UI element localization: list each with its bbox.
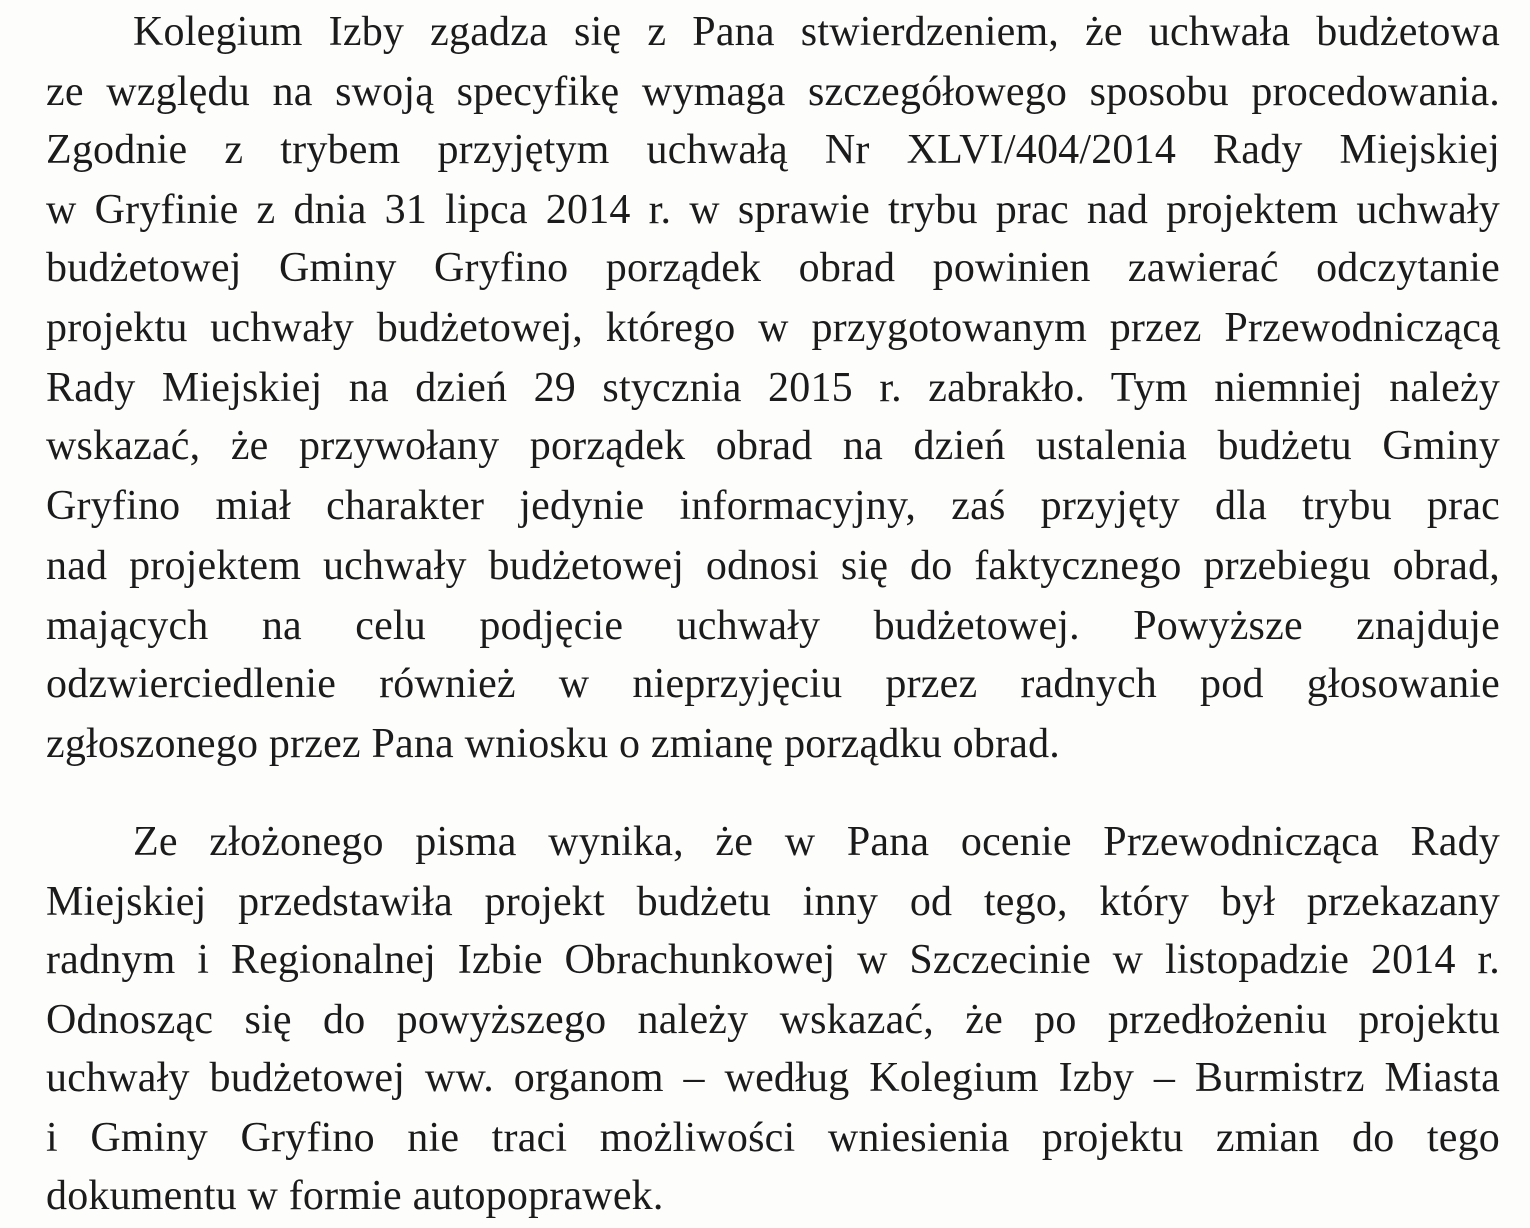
paragraph-line: dokumentu w formie autopoprawek. [46, 1173, 664, 1219]
paragraph-line: ze względu na swoją specyfikę wymaga szczegółowego sposobu procedowania. [46, 69, 1500, 115]
paragraph-line: odzwierciedlenie również w nieprzyjęciu przez radnych pod głosowanie [46, 661, 1500, 707]
paragraph-line: Odnosząc się do powyższego należy wskazać, że po przedłożeniu projektu [46, 997, 1500, 1043]
paragraph-line: w Gryfinie z dnia 31 lipca 2014 r. w sprawie trybu prac nad projektem uchwały [46, 187, 1500, 233]
paragraph-line: mających na celu podjęcie uchwały budżetowej. Powyższe znajduje [46, 603, 1500, 649]
paragraph-line: wskazać, że przywołany porządek obrad na dzień ustalenia budżetu Gminy [46, 423, 1500, 469]
paragraph-line: Rady Miejskiej na dzień 29 stycznia 2015 r. zabrakło. Tym niemniej należy [46, 365, 1500, 411]
paragraph-line: nad projektem uchwały budżetowej odnosi się do faktycznego przebiegu obrad, [46, 543, 1500, 589]
paragraph-line: zgłoszonego przez Pana wniosku o zmianę porządku obrad. [46, 721, 1060, 767]
paragraph-line: projektu uchwały budżetowej, którego w przygotowanym przez Przewodniczącą [46, 305, 1500, 351]
paragraph-line: budżetowej Gminy Gryfino porządek obrad powinien zawierać odczytanie [46, 245, 1500, 291]
paragraph-line: Miejskiej przedstawiła projekt budżetu inny od tego, który był przekazany [46, 879, 1500, 925]
paragraph-line: Gryfino miał charakter jedynie informacyjny, zaś przyjęty dla trybu prac [46, 483, 1500, 529]
paragraph-line: uchwały budżetowej ww. organom – według Kolegium Izby – Burmistrz Miasta [46, 1055, 1500, 1101]
paragraph-line: radnym i Regionalnej Izbie Obrachunkowej w Szczecinie w listopadzie 2014 r. [46, 937, 1500, 983]
paragraph-line: Zgodnie z trybem przyjętym uchwałą Nr XLVI/404/2014 Rady Miejskiej [46, 127, 1500, 173]
paragraph-line: Kolegium Izby zgadza się z Pana stwierdzeniem, że uchwała budżetowa [133, 9, 1500, 55]
paragraph-line: Ze złożonego pisma wynika, że w Pana ocenie Przewodnicząca Rady [133, 819, 1500, 865]
paragraph-line: i Gminy Gryfino nie traci możliwości wniesienia projektu zmian do tego [46, 1115, 1500, 1161]
